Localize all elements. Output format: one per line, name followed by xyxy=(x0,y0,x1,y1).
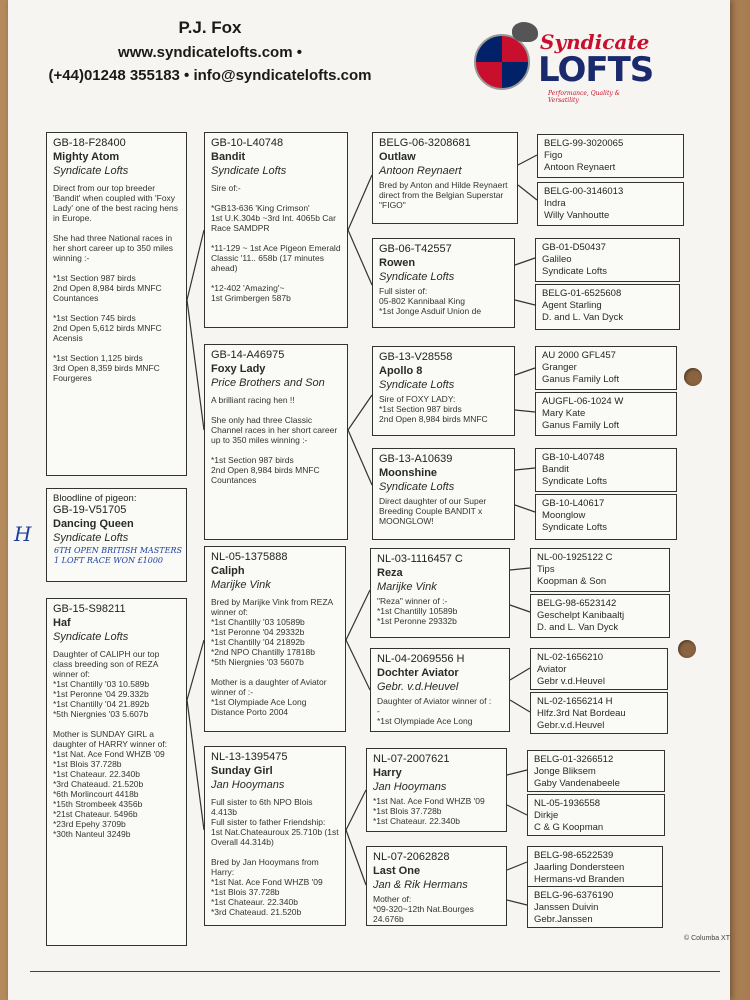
pigeon-card-ssd[interactable] xyxy=(372,238,515,328)
pigeon-card-g4[interactable] xyxy=(537,134,684,178)
pigeon-card-g4[interactable] xyxy=(535,494,677,540)
breeder-name: Syndicate Lofts xyxy=(379,379,455,391)
breeder-name: Ganus Family Loft xyxy=(542,420,620,431)
pigeon-name: Geschelpt Kanibaaltj xyxy=(537,610,625,621)
pigeon-card-dsd[interactable] xyxy=(370,648,510,732)
pigeon-name: Indra xyxy=(544,198,566,209)
pigeon-card-g4[interactable] xyxy=(530,648,668,690)
breeder-name: Willy Vanhoutte xyxy=(544,210,610,221)
pigeon-name: Outlaw xyxy=(379,151,416,163)
pigeon-card-g4[interactable] xyxy=(527,794,665,836)
ring-number: GB-15-S98211 xyxy=(53,603,126,615)
contact-info: (+44)01248 355183 • info@syndicatelofts.com xyxy=(48,67,372,84)
pigeon-card-g4[interactable] xyxy=(537,182,684,226)
pigeon-description: Bred by Anton and Hilde Reynaert direct from the Belgian Superstar "FIGO" xyxy=(379,180,508,211)
pigeon-name: Foxy Lady xyxy=(211,363,266,375)
ring-number: GB-14-A46975 xyxy=(211,349,285,361)
pigeon-card-dds[interactable] xyxy=(366,748,507,832)
pigeon-name: Jaarling Dondersteen xyxy=(534,862,625,873)
footer-divider xyxy=(30,971,720,972)
pigeon-name: Mighty Atom xyxy=(53,151,120,163)
breeder-name: Gebr.Janssen xyxy=(534,914,593,925)
pigeon-description: Sire of:- *GB13-636 'King Crimson' 1st U.K.304b ~3rd Int. 4065b Car Race SAMDPR *11-129 ~ 1st Ace Pigeon Emerald Classic '11.. 658b (17 minutes ahead) *12-402 'Amazing'~ 1st Grimbergen 587b xyxy=(211,183,341,304)
pigeon-card-sds[interactable] xyxy=(372,346,515,436)
pigeon-card-g4[interactable] xyxy=(535,346,677,390)
breeder-name: Syndicate Lofts xyxy=(211,165,287,177)
pigeon-name: Harry xyxy=(373,767,402,779)
pigeon-description: Bred by Marijke Vink from REZA winner of: *1st Chantilly '03 10589b *1st Peronne '04 29332b *1st Chantilly '04 21892b *2nd NPO Chantilly 17818b *5th Niergnies '03 5607b Mother is a daughter of Aviator winner of :- *1st Olympiade Ace Long Distance Porto 2004 xyxy=(211,597,333,718)
pigeon-description: *1st Nat. Ace Fond WHZB '09 *1st Blois 37.728b *1st Chateaur. 22.340b xyxy=(373,796,485,827)
pigeon-description: Sire of FOXY LADY: *1st Section 987 birds 2nd Open 8,984 birds MNFC xyxy=(379,394,488,425)
breeder-name: Syndicate Lofts xyxy=(542,476,607,487)
pigeon-card-g4[interactable] xyxy=(530,548,670,592)
ring-number: NL-02-1656210 xyxy=(537,652,604,663)
breeder-name: Syndicate Lofts xyxy=(53,631,129,643)
owner-name: P.J. Fox xyxy=(178,18,242,37)
breeder-name: Syndicate Lofts xyxy=(379,481,455,493)
pigeon-name: Last One xyxy=(373,865,421,877)
pigeon-name: Aviator xyxy=(537,664,567,675)
pigeon-name: Caliph xyxy=(211,565,245,577)
pigeon-name: Dirkje xyxy=(534,810,559,821)
pigeon-card-sss[interactable] xyxy=(372,132,518,224)
pigeon-card-dd[interactable] xyxy=(204,746,346,926)
pigeon-card-sdd[interactable] xyxy=(372,448,515,540)
ring-number: GB-10-L40617 xyxy=(542,498,605,509)
ring-number: NL-13-1395475 xyxy=(211,751,288,763)
pigeon-card-g4[interactable] xyxy=(535,238,680,282)
pigeon-name: Sunday Girl xyxy=(211,765,273,777)
breeder-name: Ganus Family Loft xyxy=(542,374,620,385)
pigeon-name: Dancing Queen xyxy=(53,518,134,530)
pigeon-card-dss[interactable] xyxy=(370,548,510,638)
ring-number: BELG-06-3208681 xyxy=(379,137,471,149)
pigeon-card-g4[interactable] xyxy=(535,448,677,492)
pigeon-card-subject[interactable] xyxy=(46,488,187,582)
pigeon-card-sire[interactable] xyxy=(46,132,187,476)
ring-number: GB-18-F28400 xyxy=(53,137,126,149)
breeder-name: Antoon Reynaert xyxy=(544,162,616,173)
pigeon-name: Tips xyxy=(537,564,555,575)
pigeon-card-g4[interactable] xyxy=(535,284,680,330)
pigeon-icon xyxy=(512,22,538,42)
breeder-name: Syndicate Lofts xyxy=(379,271,455,283)
pigeon-name: Granger xyxy=(542,362,577,373)
handwritten-letter: H xyxy=(14,522,32,546)
pigeon-card-ss[interactable] xyxy=(204,132,348,328)
ring-number: NL-07-2007621 xyxy=(373,753,450,765)
breeder-name: D. and L. Van Dyck xyxy=(542,312,624,323)
pigeon-card-g4[interactable] xyxy=(527,846,663,888)
ring-number: GB-19-V51705 xyxy=(53,504,127,516)
pigeon-description: Daughter of Aviator winner of : - *1st Olympiade Ace Long xyxy=(377,696,492,727)
breeder-name: Price Brothers and Son xyxy=(211,377,325,389)
pigeon-description: A brilliant racing hen !! She only had three Classic Channel races in her short career up to 350 miles winning :- *1st Section 987 birds 2nd Open 8,984 birds MNFC Countances xyxy=(211,395,338,486)
pigeon-name: Agent Starling xyxy=(542,300,602,311)
pigeon-name: Reza xyxy=(377,567,403,579)
pigeon-card-ddd[interactable] xyxy=(366,846,507,926)
ring-number: AUGFL-06-1024 W xyxy=(542,396,624,407)
breeder-name: Syndicate Lofts xyxy=(53,532,129,544)
breeder-name: Jan Hooymans xyxy=(211,779,285,791)
ring-number: GB-01-D50437 xyxy=(542,242,606,253)
breeder-name: Jan & Rik Hermans xyxy=(373,879,468,891)
breeder-name: Jan Hooymans xyxy=(373,781,447,793)
logo-tagline: Performance, Quality & Versatility xyxy=(548,90,620,104)
breeder-name: Koopman & Son xyxy=(537,576,607,587)
breeder-name: Gaby Vandenabeele xyxy=(534,778,620,789)
pigeon-name: Mary Kate xyxy=(542,408,586,419)
pigeon-card-dam[interactable] xyxy=(46,598,187,946)
website-link[interactable]: www.syndicatelofts.com • xyxy=(118,44,302,61)
breeder-name: Syndicate Lofts xyxy=(542,266,607,277)
flag-globe-icon xyxy=(474,34,530,90)
pigeon-description: Mother of: *09-320~12th Nat.Bourges 24.676b xyxy=(373,894,474,925)
pigeon-name: Moonshine xyxy=(379,467,438,479)
pigeon-name: Jonge Bliksem xyxy=(534,766,596,777)
pigeon-name: Janssen Duivin xyxy=(534,902,599,913)
pigeon-description: Full sister of: 05-802 Kannibaal King *1st Jonge Asduif Union de xyxy=(379,286,482,317)
pigeon-card-g4[interactable] xyxy=(535,392,677,436)
pigeon-card-g4[interactable] xyxy=(530,692,668,734)
breeder-name: Marijke Vink xyxy=(211,579,271,591)
breeder-name: C & G Koopman xyxy=(534,822,604,833)
breeder-name: D. and L. Van Dyck xyxy=(537,622,619,633)
ring-number: NL-05-1936558 xyxy=(534,798,601,809)
ring-number: GB-10-L40748 xyxy=(542,452,605,463)
copyright: © Columba XT xyxy=(683,935,730,942)
pigeon-name: Galileo xyxy=(542,254,572,265)
pigeon-card-sd[interactable] xyxy=(204,344,348,540)
ring-number: NL-02-1656214 H xyxy=(537,696,613,707)
pigeon-card-g4[interactable] xyxy=(527,750,665,792)
breeder-name: Marijke Vink xyxy=(377,581,437,593)
breeder-name: Gebr. v.d.Heuvel xyxy=(377,681,459,693)
pigeon-name: Hlfz.3rd Nat Bordeau xyxy=(537,708,626,719)
pigeon-name: Moonglow xyxy=(542,510,586,521)
pigeon-description: Direct daughter of our Super Breeding Couple BANDIT x MOONGLOW! xyxy=(379,496,487,527)
breeder-name: Gebr.v.d.Heuvel xyxy=(537,720,605,731)
pigeon-card-ds[interactable] xyxy=(204,546,346,732)
breeder-name: Hermans-vd Branden xyxy=(534,874,625,885)
ring-number: BELG-01-6525608 xyxy=(542,288,622,299)
ring-number: BELG-96-6376190 xyxy=(534,890,614,901)
header xyxy=(0,18,420,84)
ring-number: BELG-98-6523142 xyxy=(537,598,617,609)
logo-word-lofts: LOFTS xyxy=(538,50,654,90)
ring-number: NL-03-1116457 C xyxy=(377,553,463,565)
punch-hole xyxy=(678,640,696,658)
ring-number: BELG-00-3146013 xyxy=(544,186,624,197)
breeder-name: Syndicate Lofts xyxy=(53,165,129,177)
pigeon-name: Figo xyxy=(544,150,563,161)
ring-number: GB-13-A10639 xyxy=(379,453,453,465)
ring-number: NL-05-1375888 xyxy=(211,551,288,563)
punch-hole xyxy=(684,368,702,386)
bloodline-label: Bloodline of pigeon: xyxy=(53,493,137,504)
ring-number: BELG-01-3266512 xyxy=(534,754,614,765)
pigeon-name: Bandit xyxy=(211,151,246,163)
pigeon-description: Full sister to 6th NPO Blois 4.413b Full sister to father Friendship: 1st Nat.Chateauroux 25.710b (1st Overall 44.314b) Bred by Jan Hooymans from Harry: *1st Nat. Ace Fond WHZB '09 *1st Blois 37.728b *1st Chateaur. 22.340b *3rd Chateaud. 21.520b xyxy=(211,797,339,918)
ring-number: BELG-98-6522539 xyxy=(534,850,614,861)
ring-number: NL-04-2069556 H xyxy=(377,653,465,665)
pigeon-name: Apollo 8 xyxy=(379,365,423,377)
logo-word-syndicate: Syndicate xyxy=(540,30,650,54)
ring-number: GB-06-T42557 xyxy=(379,243,452,255)
pigeon-card-g4[interactable] xyxy=(530,594,670,638)
pigeon-description: Daughter of CALIPH our top class breeding son of REZA winner of: *1st Chantilly '03 10.589b *1st Peronne '04 29.332b *1st Chantilly '04 21.892b *5th Niergnies '03 5.607b Mother is SUNDAY GIRL a daughter of HARRY winner of: *1st Nat. Ace Fond WHZB '09 *1st Blois 37.728b *1st Chateaur. 22.340b *3rd Chateaud. 21.520b *6th Morlincourt 4418b *15th Strombeek 4356b *21st Chateaur. 5496b *23rd Epehy 3709b *30th Nanteul 3249b xyxy=(53,649,168,840)
pigeon-name: Haf xyxy=(53,617,71,629)
ring-number: AU 2000 GFL457 xyxy=(542,350,616,361)
pigeon-card-g4[interactable] xyxy=(527,886,663,928)
pigeon-name: Bandit xyxy=(542,464,569,475)
breeder-name: Gebr v.d.Heuvel xyxy=(537,676,605,687)
pigeon-name: Rowen xyxy=(379,257,416,269)
ring-number: NL-00-1925122 C xyxy=(537,552,613,563)
breeder-name: Syndicate Lofts xyxy=(542,522,607,533)
breeder-name: Antoon Reynaert xyxy=(379,165,462,177)
pigeon-description: Direct from our top breeder 'Bandit' when coupled with 'Foxy Lady' one of the best racing hens in Europe. She had three National races in her short career up to 350 miles winning :- *1st Section 987 birds 2nd Open 8,984 birds MNFC Countances *1st Section 745 birds 2nd Open 5,612 birds MNFC Acensis *1st Section 1,125 birds 3rd Open 8,359 birds MNFC Fourgeres xyxy=(53,183,178,384)
syndicate-lofts-logo xyxy=(468,18,654,104)
pigeon-description: "Reza" winner of :- *1st Chantilly 10589b *1st Peronne 29332b xyxy=(377,596,458,627)
handwritten-note: 6TH OPEN BRITISH MASTERS 1 LOFT RACE WON £1000 xyxy=(54,546,182,566)
pigeon-name: Dochter Aviator xyxy=(377,667,459,679)
ring-number: NL-07-2062828 xyxy=(373,851,450,863)
ring-number: BELG-99-3020065 xyxy=(544,138,624,149)
ring-number: GB-13-V28558 xyxy=(379,351,453,363)
ring-number: GB-10-L40748 xyxy=(211,137,284,149)
